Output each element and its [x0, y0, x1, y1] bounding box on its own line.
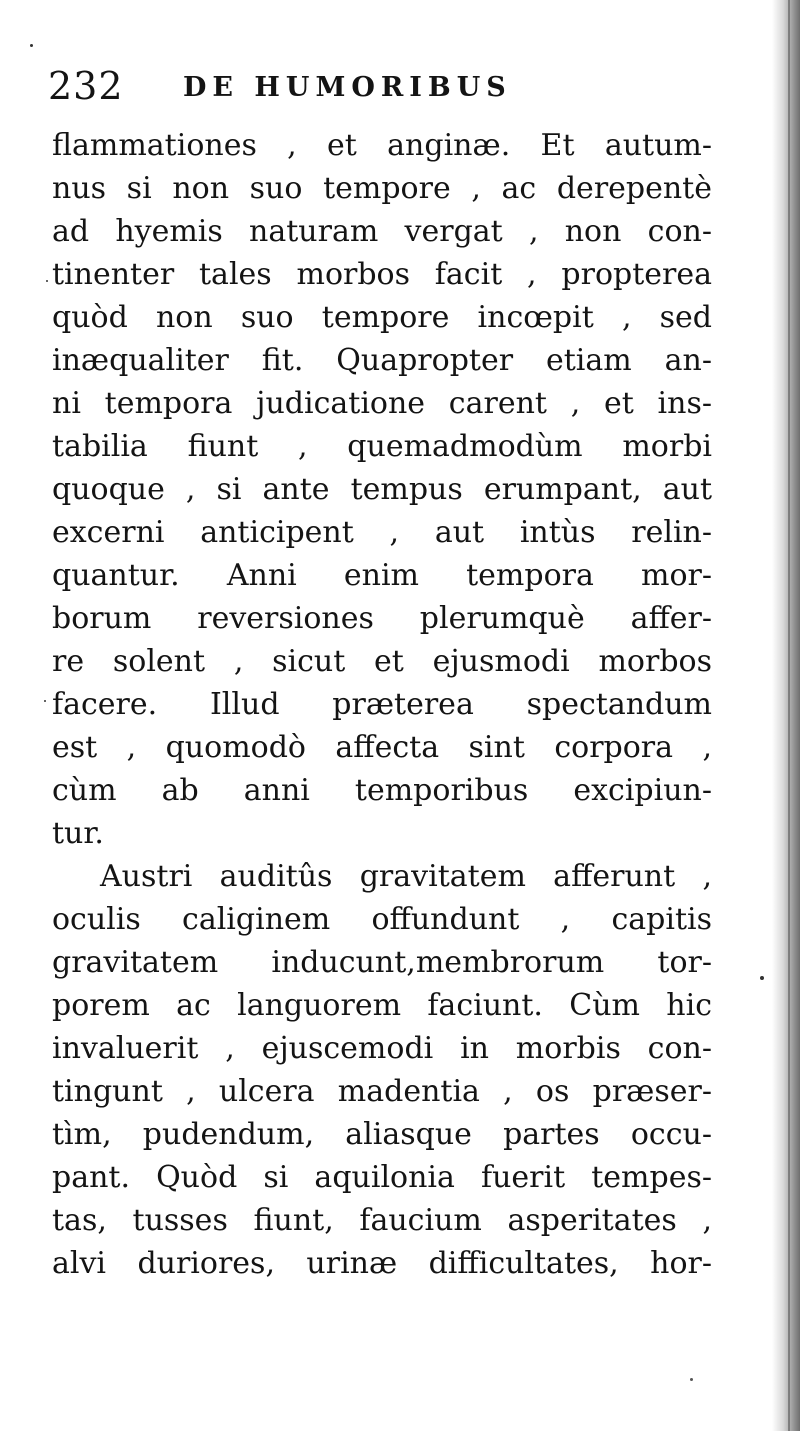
text-line: gravitatem inducunt,membrorum tor- — [52, 945, 712, 980]
text-line: tabilia fiunt , quemadmodùm morbi — [52, 429, 712, 464]
text-line: flammationes , et anginæ. Et autum- — [52, 128, 712, 163]
text-line: excerni anticipent , aut intùs relin- — [52, 515, 712, 550]
text-line: quantur. Anni enim tempora mor- — [52, 558, 712, 593]
text-line: facere. Illud præterea spectandum — [52, 687, 712, 722]
text-line: est , quomodò affecta sint corpora , — [52, 730, 712, 765]
text-line: tingunt , ulcera madentia , os præser- — [52, 1074, 712, 1109]
text-line: quoque , si ante tempus erumpant, aut — [52, 472, 712, 507]
text-line: alvi duriores, urinæ difficultates, hor- — [52, 1246, 712, 1281]
text-line: tinenter tales morbos facit , propterea — [52, 257, 712, 292]
text-line: tas, tusses fiunt, faucium asperitates , — [52, 1203, 712, 1238]
paper-speck — [760, 976, 764, 980]
text-line: oculis caliginem offundunt , capitis — [52, 902, 712, 937]
text-line: tìm, pudendum, aliasque partes occu- — [52, 1117, 712, 1152]
text-line: nus si non suo tempore , ac derepentè — [52, 171, 712, 206]
text-line: pant. Quòd si aquilonia fuerit tempes- — [52, 1160, 712, 1195]
page-gutter-shadow — [772, 0, 800, 1431]
paper-speck — [46, 280, 48, 282]
text-line: borum reversiones plerumquè affer- — [52, 601, 712, 636]
body-text — [52, 124, 712, 1285]
text-line-paragraph-end: tur. — [52, 816, 104, 851]
text-line: ad hyemis naturam vergat , non con- — [52, 214, 712, 249]
text-line: quòd non suo tempore incœpit , sed — [52, 300, 712, 335]
text-line: cùm ab anni temporibus excipiun- — [52, 773, 712, 808]
page-header — [48, 60, 728, 112]
running-head: DE HUMORIBUS — [183, 72, 512, 103]
text-line: inæqualiter fit. Quapropter etiam an- — [52, 343, 712, 378]
text-line: porem ac languorem faciunt. Cùm hic — [52, 988, 712, 1023]
paper-speck — [44, 700, 46, 702]
text-line-paragraph-start: Austri auditûs gravitatem afferunt , — [100, 859, 712, 894]
paper-speck — [690, 1378, 693, 1381]
page-edge-line — [788, 0, 790, 1431]
text-line: re solent , sicut et ejusmodi morbos — [52, 644, 712, 679]
paper-speck — [30, 44, 33, 47]
text-line: ni tempora judicatione carent , et ins- — [52, 386, 712, 421]
page-number: 232 — [48, 64, 124, 108]
text-line: invaluerit , ejuscemodi in morbis con- — [52, 1031, 712, 1066]
